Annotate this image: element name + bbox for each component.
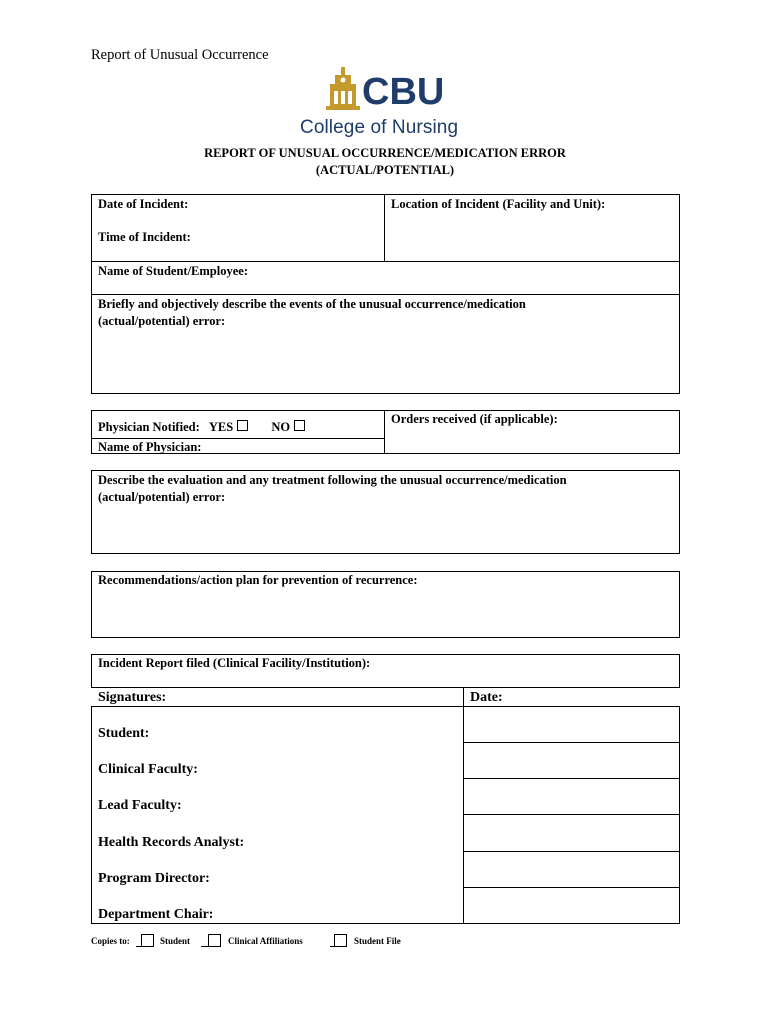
date-of-incident-label: Date of Incident:: [98, 197, 189, 211]
college-name: College of Nursing: [300, 117, 459, 138]
recommendations-label: Recommendations/action plan for prevention of recurrence:: [98, 573, 418, 587]
running-title: Report of Unusual Occurrence: [91, 47, 269, 63]
signature-row-health-records-analyst: Health Records Analyst:: [98, 835, 245, 850]
signature-row-department-chair: Department Chair:: [98, 907, 214, 922]
physician-notified-row: [98, 420, 305, 435]
yes-label: YES: [208, 420, 234, 434]
copy-clinical-affiliations-checkbox[interactable]: [208, 934, 221, 947]
logo-text: CBU: [362, 71, 444, 110]
signatures-heading: Signatures:: [98, 690, 167, 705]
evaluation-label: Describe the evaluation and any treatment following the unusual occurrence/medication (actual/potential) error:: [98, 473, 567, 504]
describe-events-label: Briefly and objectively describe the events of the unusual occurrence/medication (actual/potential) error:: [98, 297, 526, 328]
name-of-physician-label: Name of Physician:: [98, 440, 202, 454]
form-title-line1: REPORT OF UNUSUAL OCCURRENCE/MEDICATION ERROR: [204, 146, 566, 160]
name-student-employee-label: Name of Student/Employee:: [98, 264, 248, 278]
orders-received-label: Orders received (if applicable):: [391, 412, 558, 426]
yes-checkbox[interactable]: [237, 420, 248, 431]
copy-student-checkbox[interactable]: [141, 934, 154, 947]
no-checkbox[interactable]: [294, 420, 305, 431]
signature-row-program-director: Program Director:: [98, 871, 210, 886]
copy-clinical-affiliations-label: Clinical Affiliations: [228, 936, 303, 946]
copy-student-file-checkbox[interactable]: [334, 934, 347, 947]
signature-row-lead-faculty: Lead Faculty:: [98, 798, 182, 813]
signature-row-student: Student:: [98, 726, 150, 741]
physician-notified-label: Physician Notified:: [98, 420, 200, 434]
incident-report-filed-label: Incident Report filed (Clinical Facility/Institution):: [98, 656, 371, 670]
signature-row-clinical-faculty: Clinical Faculty:: [98, 762, 198, 777]
tower-icon: [326, 67, 360, 110]
time-of-incident-label: Time of Incident:: [98, 230, 191, 244]
form-title-line2: (ACTUAL/POTENTIAL): [315, 163, 455, 177]
location-of-incident-label: Location of Incident (Facility and Unit):: [391, 197, 606, 211]
copy-student-file-label: Student File: [354, 936, 401, 946]
copy-student-label: Student: [160, 936, 191, 946]
date-heading: Date:: [470, 690, 503, 705]
copies-to-label: Copies to:: [91, 936, 130, 946]
no-label: NO: [271, 420, 291, 434]
cbu-logo: [326, 66, 444, 110]
